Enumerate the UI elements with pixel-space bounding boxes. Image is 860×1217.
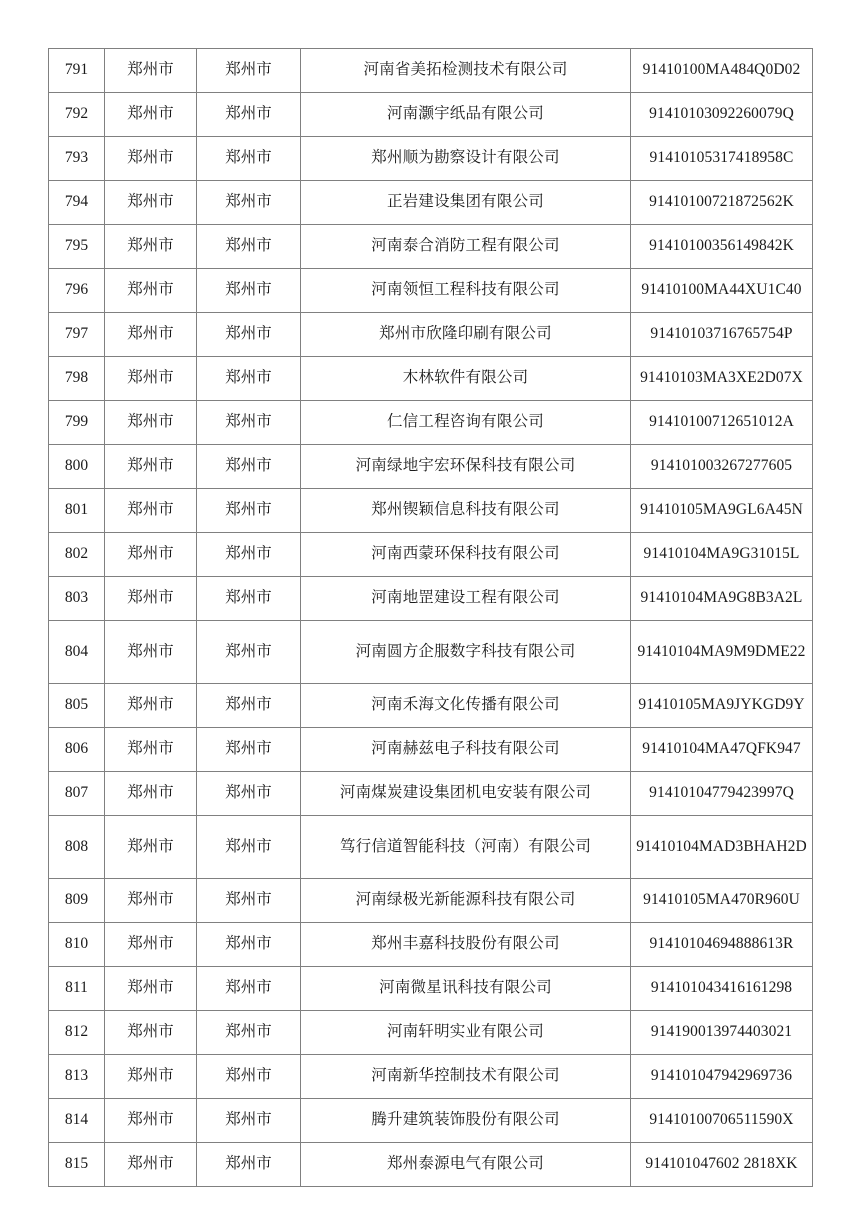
- row-city: 郑州市: [105, 269, 197, 313]
- table-row: [49, 684, 813, 728]
- row-district: 郑州市: [197, 1011, 301, 1055]
- row-credit-code: 91410100712651012A: [631, 401, 813, 445]
- row-enterprise-name: 河南禾海文化传播有限公司: [301, 684, 631, 728]
- table-row: [49, 621, 813, 684]
- row-credit-code: 91410100721872562K: [631, 181, 813, 225]
- row-city: 郑州市: [105, 93, 197, 137]
- row-district: 郑州市: [197, 577, 301, 621]
- row-enterprise-name: 郑州泰源电气有限公司: [301, 1143, 631, 1187]
- table-row: [49, 1143, 813, 1187]
- row-enterprise-name: 河南绿极光新能源科技有限公司: [301, 879, 631, 923]
- table-row: [49, 577, 813, 621]
- row-credit-code: 91410105MA9JYKGD9Y: [631, 684, 813, 728]
- row-sequence-number: 814: [49, 1099, 105, 1143]
- row-district: 郑州市: [197, 772, 301, 816]
- table-row: [49, 357, 813, 401]
- row-credit-code: 91410100356149842K: [631, 225, 813, 269]
- row-credit-code: 914101047942969736: [631, 1055, 813, 1099]
- row-city: 郑州市: [105, 879, 197, 923]
- row-district: 郑州市: [197, 1143, 301, 1187]
- row-district: 郑州市: [197, 269, 301, 313]
- table-row: [49, 772, 813, 816]
- row-sequence-number: 798: [49, 357, 105, 401]
- row-city: 郑州市: [105, 225, 197, 269]
- row-sequence-number: 811: [49, 967, 105, 1011]
- row-credit-code: 91410104MA9G31015L: [631, 533, 813, 577]
- table-row: [49, 313, 813, 357]
- row-city: 郑州市: [105, 684, 197, 728]
- row-district: 郑州市: [197, 93, 301, 137]
- row-city: 郑州市: [105, 181, 197, 225]
- row-enterprise-name: 河南灏宇纸品有限公司: [301, 93, 631, 137]
- row-enterprise-name: 河南领恒工程科技有限公司: [301, 269, 631, 313]
- row-credit-code: 91410103MA3XE2D07X: [631, 357, 813, 401]
- row-enterprise-name: 河南圆方企服数字科技有限公司: [301, 621, 631, 684]
- row-city: 郑州市: [105, 728, 197, 772]
- row-district: 郑州市: [197, 445, 301, 489]
- row-city: 郑州市: [105, 489, 197, 533]
- row-district: 郑州市: [197, 401, 301, 445]
- row-city: 郑州市: [105, 967, 197, 1011]
- row-district: 郑州市: [197, 181, 301, 225]
- row-credit-code: 91410105MA9GL6A45N: [631, 489, 813, 533]
- row-enterprise-name: 笃行信道智能科技（河南）有限公司: [301, 816, 631, 879]
- row-enterprise-name: 河南新华控制技术有限公司: [301, 1055, 631, 1099]
- row-credit-code: 91410100MA44XU1C40: [631, 269, 813, 313]
- table-row: [49, 533, 813, 577]
- row-enterprise-name: 河南地罡建设工程有限公司: [301, 577, 631, 621]
- row-sequence-number: 812: [49, 1011, 105, 1055]
- row-city: 郑州市: [105, 533, 197, 577]
- row-sequence-number: 805: [49, 684, 105, 728]
- row-credit-code: 91410104MA47QFK947: [631, 728, 813, 772]
- row-district: 郑州市: [197, 489, 301, 533]
- row-sequence-number: 813: [49, 1055, 105, 1099]
- row-credit-code: 91410104MA9G8B3A2L: [631, 577, 813, 621]
- row-enterprise-name: 河南西蒙环保科技有限公司: [301, 533, 631, 577]
- row-sequence-number: 809: [49, 879, 105, 923]
- row-credit-code: 914190013974403021: [631, 1011, 813, 1055]
- row-credit-code: 91410105MA470R960U: [631, 879, 813, 923]
- row-district: 郑州市: [197, 1099, 301, 1143]
- row-enterprise-name: 河南省美拓检测技术有限公司: [301, 49, 631, 93]
- row-district: 郑州市: [197, 1055, 301, 1099]
- table-row: [49, 49, 813, 93]
- row-district: 郑州市: [197, 313, 301, 357]
- row-district: 郑州市: [197, 533, 301, 577]
- table-row: [49, 1099, 813, 1143]
- row-credit-code: 914101047602 2818XK: [631, 1143, 813, 1187]
- row-enterprise-name: 河南赫兹电子科技有限公司: [301, 728, 631, 772]
- table-row: [49, 93, 813, 137]
- table-row: [49, 489, 813, 533]
- row-sequence-number: 803: [49, 577, 105, 621]
- row-district: 郑州市: [197, 728, 301, 772]
- table-row: [49, 1011, 813, 1055]
- row-city: 郑州市: [105, 1143, 197, 1187]
- row-enterprise-name: 河南煤炭建设集团机电安装有限公司: [301, 772, 631, 816]
- table-row: [49, 225, 813, 269]
- row-sequence-number: 802: [49, 533, 105, 577]
- row-sequence-number: 792: [49, 93, 105, 137]
- row-sequence-number: 800: [49, 445, 105, 489]
- row-sequence-number: 799: [49, 401, 105, 445]
- row-sequence-number: 791: [49, 49, 105, 93]
- table-row: [49, 923, 813, 967]
- row-credit-code: 91410103092260079Q: [631, 93, 813, 137]
- row-district: 郑州市: [197, 816, 301, 879]
- table-row: [49, 728, 813, 772]
- table-row: [49, 181, 813, 225]
- table-row: [49, 879, 813, 923]
- row-credit-code: 91410105317418958C: [631, 137, 813, 181]
- row-credit-code: 91410100706511590X: [631, 1099, 813, 1143]
- row-city: 郑州市: [105, 1099, 197, 1143]
- row-credit-code: 91410104694888613R: [631, 923, 813, 967]
- row-sequence-number: 796: [49, 269, 105, 313]
- table-row: [49, 269, 813, 313]
- row-sequence-number: 794: [49, 181, 105, 225]
- row-sequence-number: 806: [49, 728, 105, 772]
- row-enterprise-name: 河南微星讯科技有限公司: [301, 967, 631, 1011]
- table-row: [49, 401, 813, 445]
- table-row: [49, 137, 813, 181]
- row-sequence-number: 807: [49, 772, 105, 816]
- enterprise-listing-table: [48, 48, 813, 1187]
- row-district: 郑州市: [197, 923, 301, 967]
- row-credit-code: 91410104MAD3BHAH2D: [631, 816, 813, 879]
- row-enterprise-name: 腾升建筑装饰股份有限公司: [301, 1099, 631, 1143]
- row-district: 郑州市: [197, 879, 301, 923]
- row-city: 郑州市: [105, 49, 197, 93]
- row-city: 郑州市: [105, 401, 197, 445]
- row-district: 郑州市: [197, 137, 301, 181]
- row-sequence-number: 815: [49, 1143, 105, 1187]
- row-sequence-number: 810: [49, 923, 105, 967]
- row-enterprise-name: 河南绿地宇宏环保科技有限公司: [301, 445, 631, 489]
- row-district: 郑州市: [197, 967, 301, 1011]
- row-credit-code: 91410104779423997Q: [631, 772, 813, 816]
- row-credit-code: 91410104MA9M9DME22: [631, 621, 813, 684]
- row-sequence-number: 793: [49, 137, 105, 181]
- table-body: [49, 49, 813, 1187]
- row-city: 郑州市: [105, 621, 197, 684]
- row-credit-code: 91410103716765754P: [631, 313, 813, 357]
- row-district: 郑州市: [197, 621, 301, 684]
- table-row: [49, 816, 813, 879]
- row-sequence-number: 797: [49, 313, 105, 357]
- row-city: 郑州市: [105, 137, 197, 181]
- row-sequence-number: 804: [49, 621, 105, 684]
- table-row: [49, 967, 813, 1011]
- row-city: 郑州市: [105, 445, 197, 489]
- row-city: 郑州市: [105, 1011, 197, 1055]
- row-credit-code: 914101003267277605: [631, 445, 813, 489]
- row-enterprise-name: 河南泰合消防工程有限公司: [301, 225, 631, 269]
- row-city: 郑州市: [105, 816, 197, 879]
- row-district: 郑州市: [197, 684, 301, 728]
- row-district: 郑州市: [197, 225, 301, 269]
- row-enterprise-name: 木林软件有限公司: [301, 357, 631, 401]
- row-sequence-number: 795: [49, 225, 105, 269]
- row-district: 郑州市: [197, 357, 301, 401]
- row-city: 郑州市: [105, 923, 197, 967]
- row-city: 郑州市: [105, 577, 197, 621]
- table-row: [49, 1055, 813, 1099]
- row-enterprise-name: 河南轩明实业有限公司: [301, 1011, 631, 1055]
- row-credit-code: 91410100MA484Q0D02: [631, 49, 813, 93]
- row-credit-code: 914101043416161298: [631, 967, 813, 1011]
- row-enterprise-name: 郑州顺为勘察设计有限公司: [301, 137, 631, 181]
- row-district: 郑州市: [197, 49, 301, 93]
- row-enterprise-name: 正岩建设集团有限公司: [301, 181, 631, 225]
- row-enterprise-name: 郑州丰嘉科技股份有限公司: [301, 923, 631, 967]
- row-enterprise-name: 郑州锲颖信息科技有限公司: [301, 489, 631, 533]
- row-city: 郑州市: [105, 357, 197, 401]
- row-city: 郑州市: [105, 772, 197, 816]
- row-enterprise-name: 郑州市欣隆印刷有限公司: [301, 313, 631, 357]
- row-sequence-number: 801: [49, 489, 105, 533]
- row-city: 郑州市: [105, 1055, 197, 1099]
- row-sequence-number: 808: [49, 816, 105, 879]
- table-row: [49, 445, 813, 489]
- row-city: 郑州市: [105, 313, 197, 357]
- row-enterprise-name: 仁信工程咨询有限公司: [301, 401, 631, 445]
